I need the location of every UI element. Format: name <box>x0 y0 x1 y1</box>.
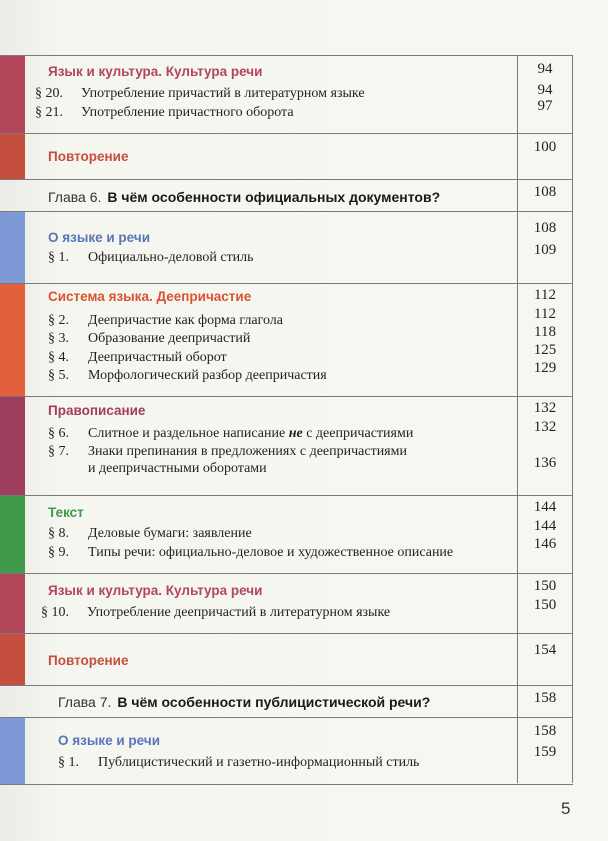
entry-title: Деепричастие как форма глагола <box>88 313 284 328</box>
chapter-heading[interactable] <box>58 694 430 710</box>
entry-page: 94 <box>537 82 553 98</box>
toc-entry[interactable] <box>48 444 407 460</box>
entry-page: 109 <box>533 242 557 258</box>
entry-page: 146 <box>533 536 557 552</box>
page-number: 5 <box>561 799 571 818</box>
section-heading: Повторение <box>48 149 129 164</box>
section-color-stripe <box>0 212 25 284</box>
entry-title: Слитное и раздельное написание <box>88 426 289 441</box>
entry-number: § 4. <box>48 350 69 365</box>
section-color-stripe <box>0 496 25 574</box>
entry-number: § 1. <box>48 250 69 265</box>
chapter-title: В чём особенности публицистической речи? <box>117 694 431 710</box>
entry-title: Знаки препинания в предложениях с деепричастиями <box>88 444 407 459</box>
toc-section-text <box>0 495 573 574</box>
entry-number: § 2. <box>48 313 69 328</box>
toc-entry[interactable] <box>48 250 254 266</box>
entry-title: Образование деепричастий <box>88 331 251 346</box>
section-heading: Язык и культура. Культура речи <box>48 583 263 598</box>
section-heading-page: 154 <box>533 642 557 658</box>
section-heading-page: 158 <box>533 723 557 739</box>
entry-number: § 10. <box>41 605 69 620</box>
entry-number: § 7. <box>48 444 69 459</box>
toc-section-about-2 <box>0 717 573 785</box>
entry-page: 125 <box>533 342 557 358</box>
entry-title: Употребление деепричастий в литературном языке <box>87 605 391 620</box>
toc-entry[interactable] <box>35 105 294 121</box>
toc-chapter-7 <box>0 685 573 718</box>
entry-title-continuation: и деепричастными оборотами <box>88 461 267 476</box>
chapter-label: Глава 7. <box>58 694 112 710</box>
entry-number: § 9. <box>48 545 69 560</box>
section-heading: Система языка. Деепричастие <box>48 289 252 304</box>
chapter-page: 158 <box>533 690 557 706</box>
entry-number: § 8. <box>48 526 69 541</box>
toc-section-culture <box>0 55 573 134</box>
section-heading: Повторение <box>48 653 129 668</box>
table-of-contents <box>0 55 573 783</box>
toc-section-repeat-2 <box>0 633 573 686</box>
entry-number: § 20. <box>35 86 63 101</box>
chapter-page: 108 <box>533 184 557 200</box>
section-color-stripe <box>0 574 25 634</box>
entry-title: Деловые бумаги: заявление <box>88 526 252 541</box>
toc-entry[interactable] <box>48 426 413 442</box>
entry-title: Морфологический разбор деепричастия <box>88 368 327 383</box>
entry-page: 97 <box>537 98 553 114</box>
entry-number: § 21. <box>35 105 63 120</box>
entry-title: Типы речи: официально-деловое и художественное описание <box>88 545 454 560</box>
section-color-stripe <box>0 284 25 397</box>
section-heading: О языке и речи <box>48 230 150 245</box>
entry-page: 112 <box>534 306 556 322</box>
section-heading: Правописание <box>48 403 146 418</box>
entry-page: 159 <box>533 744 557 760</box>
toc-section-repeat <box>0 133 573 180</box>
page-column-divider <box>517 55 518 783</box>
entry-number: § 6. <box>48 426 69 441</box>
entry-title: Употребление причастий в литературном языке <box>81 86 365 101</box>
chapter-title: В чём особенности официальных документов? <box>107 189 441 205</box>
toc-entry[interactable] <box>48 368 327 384</box>
entry-title: Употребление причастного оборота <box>81 105 294 120</box>
toc-entry[interactable] <box>48 350 227 366</box>
entry-title-rest: с деепричастиями <box>302 426 414 441</box>
section-heading-page: 112 <box>534 287 556 303</box>
entry-page: 129 <box>533 360 557 376</box>
section-heading-page: 108 <box>533 220 557 236</box>
section-heading-page: 144 <box>533 499 557 515</box>
section-color-stripe <box>0 56 25 134</box>
toc-section-spelling <box>0 396 573 496</box>
section-heading: Язык и культура. Культура речи <box>48 64 263 79</box>
section-color-stripe <box>0 718 25 784</box>
section-heading-page: 94 <box>537 61 553 77</box>
entry-number: § 3. <box>48 331 69 346</box>
toc-entry[interactable] <box>48 526 252 542</box>
toc-entry[interactable] <box>48 545 453 561</box>
toc-section-culture-2 <box>0 573 573 634</box>
toc-section-about <box>0 211 573 284</box>
toc-entry[interactable] <box>58 755 419 771</box>
section-color-stripe <box>0 397 25 496</box>
section-color-stripe <box>0 134 25 180</box>
entry-page: 118 <box>534 324 556 340</box>
entry-title: Публицистический и газетно-информационный стиль <box>98 755 420 770</box>
entry-number: § 1. <box>58 755 79 770</box>
toc-entry[interactable] <box>41 605 390 621</box>
toc-entry[interactable] <box>48 331 250 347</box>
section-heading-page: 100 <box>533 139 557 155</box>
toc-entry[interactable] <box>48 313 283 329</box>
entry-page: 144 <box>533 518 557 534</box>
entry-title: Деепричастный оборот <box>88 350 227 365</box>
entry-page: 132 <box>533 419 557 435</box>
section-heading: Текст <box>48 505 84 520</box>
toc-section-system <box>0 283 573 397</box>
entry-title: Официально-деловой стиль <box>88 250 254 265</box>
section-heading-page: 150 <box>533 578 557 594</box>
chapter-label: Глава 6. <box>48 189 102 205</box>
section-heading-page: 132 <box>533 400 557 416</box>
toc-chapter-6 <box>0 179 573 212</box>
entry-page: 150 <box>533 597 557 613</box>
entry-title-emphasis: не <box>288 426 303 441</box>
section-color-stripe <box>0 634 25 686</box>
entry-page: 136 <box>533 455 557 471</box>
toc-entry[interactable] <box>35 86 365 102</box>
entry-number: § 5. <box>48 368 69 383</box>
chapter-heading[interactable] <box>48 189 440 205</box>
section-heading: О языке и речи <box>58 733 160 748</box>
